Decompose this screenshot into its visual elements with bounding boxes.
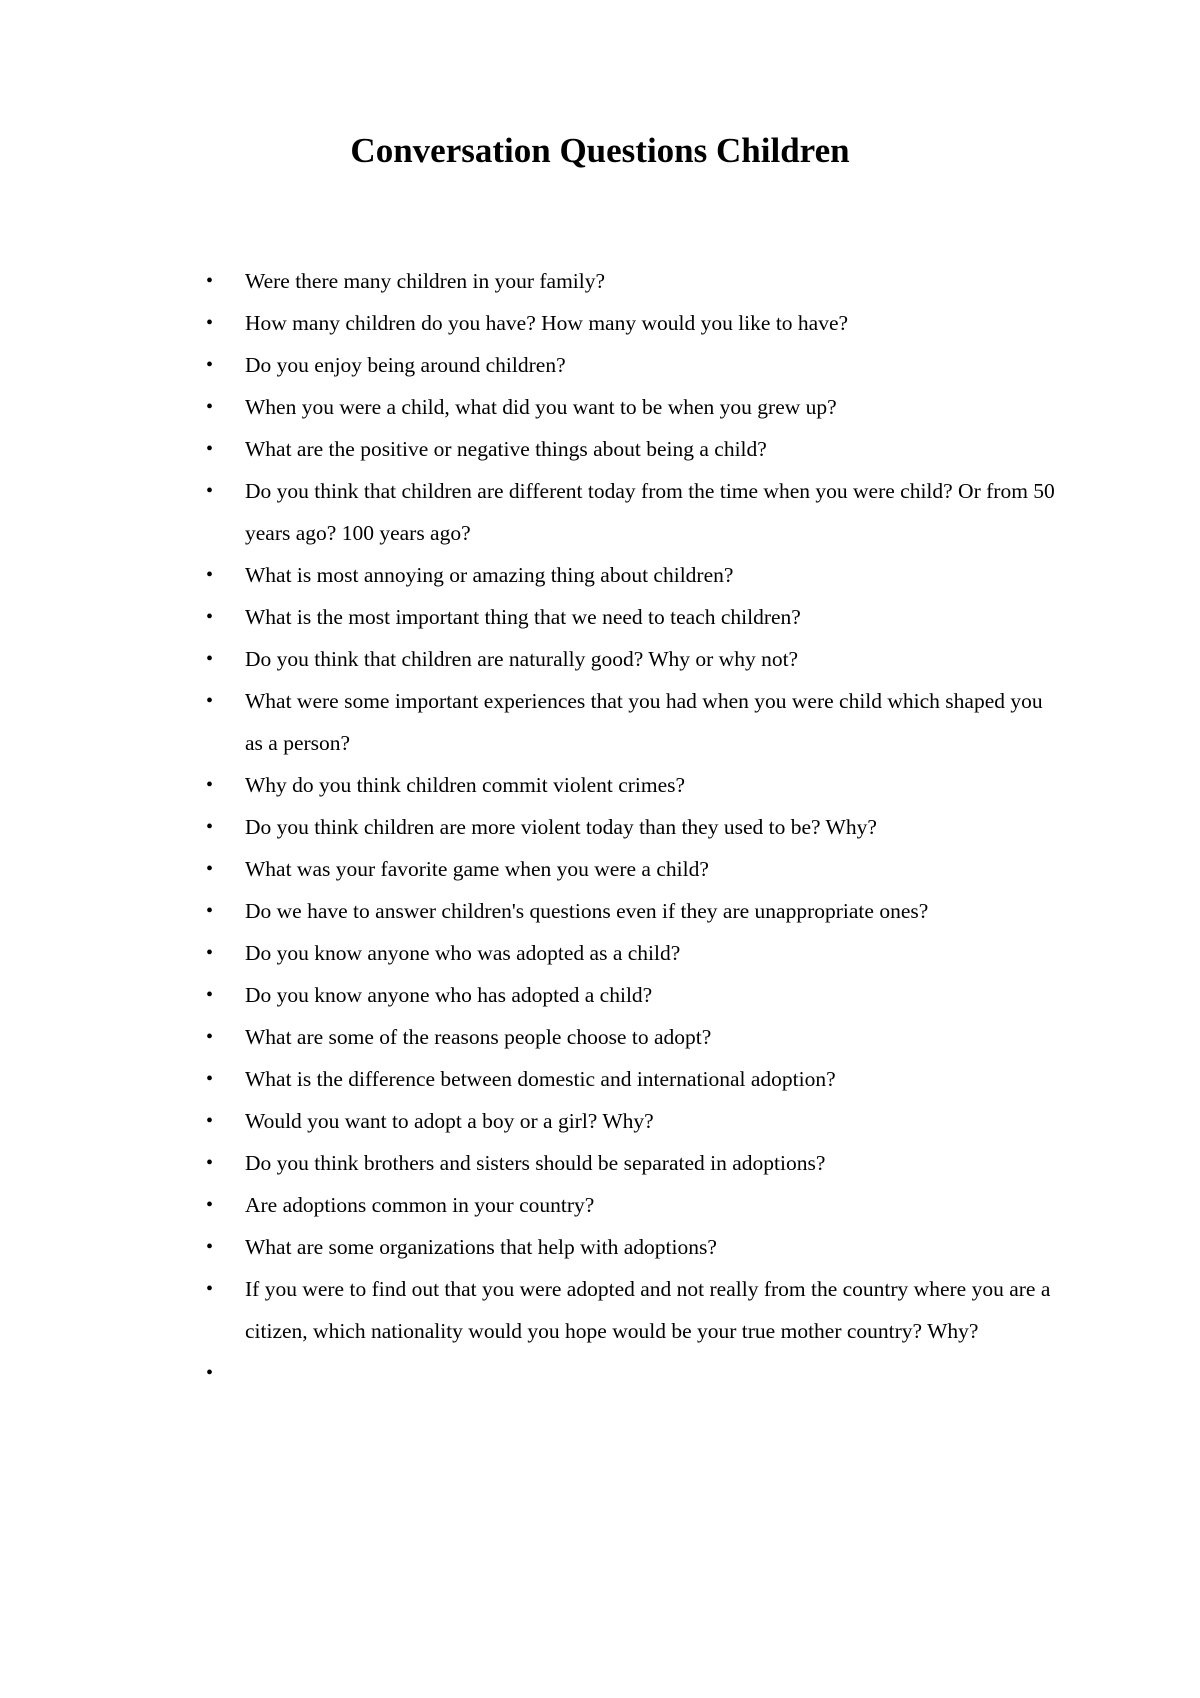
list-item [205,302,1055,344]
bullet-icon: • [206,270,214,292]
bullet-icon: • [206,774,214,796]
bullet-icon: • [206,690,214,712]
question-text: What are the positive or negative things about being a child? [245,437,767,461]
list-item [205,638,1055,680]
list-item [205,1016,1055,1058]
question-text: If you were to find out that you were adopted and not really from the country where you are a citizen, which nationality would you hope would be your true mother country? Why? [245,1277,1051,1343]
page-title: Conversation Questions Children [350,131,850,170]
list-item [205,260,1055,302]
bullet-icon: • [206,648,214,670]
bullet-icon: • [206,1362,214,1384]
list-item [205,1142,1055,1184]
question-text: Do you think that children are different today from the time when you were child? Or from 50 years ago? 100 years ago? [245,479,1055,545]
list-item [205,848,1055,890]
list-item [205,1352,1055,1394]
list-item [205,890,1055,932]
bullet-icon: • [206,942,214,964]
bullet-icon: • [206,1152,214,1174]
bullet-icon: • [206,984,214,1006]
bullet-icon: • [206,606,214,628]
list-item [205,470,1055,554]
question-list [205,260,1055,1394]
list-item [205,1100,1055,1142]
bullet-icon: • [206,1026,214,1048]
list-item [205,596,1055,638]
list-item [205,680,1055,764]
bullet-icon: • [206,858,214,880]
question-text: What was your favorite game when you were a child? [245,857,709,881]
question-text: Would you want to adopt a boy or a girl? Why? [245,1109,654,1133]
question-text: When you were a child, what did you want to be when you grew up? [245,395,837,419]
bullet-icon: • [206,564,214,586]
question-text: What are some of the reasons people choose to adopt? [245,1025,712,1049]
question-text: What is the most important thing that we need to teach children? [245,605,801,629]
bullet-icon: • [206,1068,214,1090]
list-item [205,1226,1055,1268]
list-item [205,344,1055,386]
list-item [205,428,1055,470]
list-item [205,806,1055,848]
question-text: Do you think that children are naturally good? Why or why not? [245,647,799,671]
bullet-icon: • [206,438,214,460]
question-text: How many children do you have? How many would you like to have? [245,311,849,335]
list-item [205,1268,1055,1352]
question-text: What were some important experiences that you had when you were child which shaped you as a person? [245,689,1043,755]
bullet-icon: • [206,354,214,376]
list-item [205,1058,1055,1100]
question-text: Do you think brothers and sisters should be separated in adoptions? [245,1151,826,1175]
question-text: Why do you think children commit violent crimes? [245,773,686,797]
bullet-icon: • [206,312,214,334]
list-item [205,554,1055,596]
list-item [205,1184,1055,1226]
question-text: What are some organizations that help with adoptions? [245,1235,717,1259]
list-item [205,764,1055,806]
question-text: What is the difference between domestic and international adoption? [245,1067,836,1091]
question-text: Do you think children are more violent today than they used to be? Why? [245,815,877,839]
bullet-icon: • [206,1194,214,1216]
bullet-icon: • [206,396,214,418]
question-text: What is most annoying or amazing thing about children? [245,563,734,587]
list-item [205,974,1055,1016]
list-item [205,386,1055,428]
question-text: Do we have to answer children's questions even if they are unappropriate ones? [245,899,929,923]
bullet-icon: • [206,816,214,838]
question-text: Do you know anyone who has adopted a child? [245,983,653,1007]
bullet-icon: • [206,900,214,922]
bullet-icon: • [206,1110,214,1132]
question-text: Are adoptions common in your country? [245,1193,595,1217]
bullet-icon: • [206,480,214,502]
question-text: Do you enjoy being around children? [245,353,566,377]
question-text: Do you know anyone who was adopted as a child? [245,941,681,965]
question-text: Were there many children in your family? [245,269,606,293]
bullet-icon: • [206,1278,214,1300]
list-item [205,932,1055,974]
bullet-icon: • [206,1236,214,1258]
